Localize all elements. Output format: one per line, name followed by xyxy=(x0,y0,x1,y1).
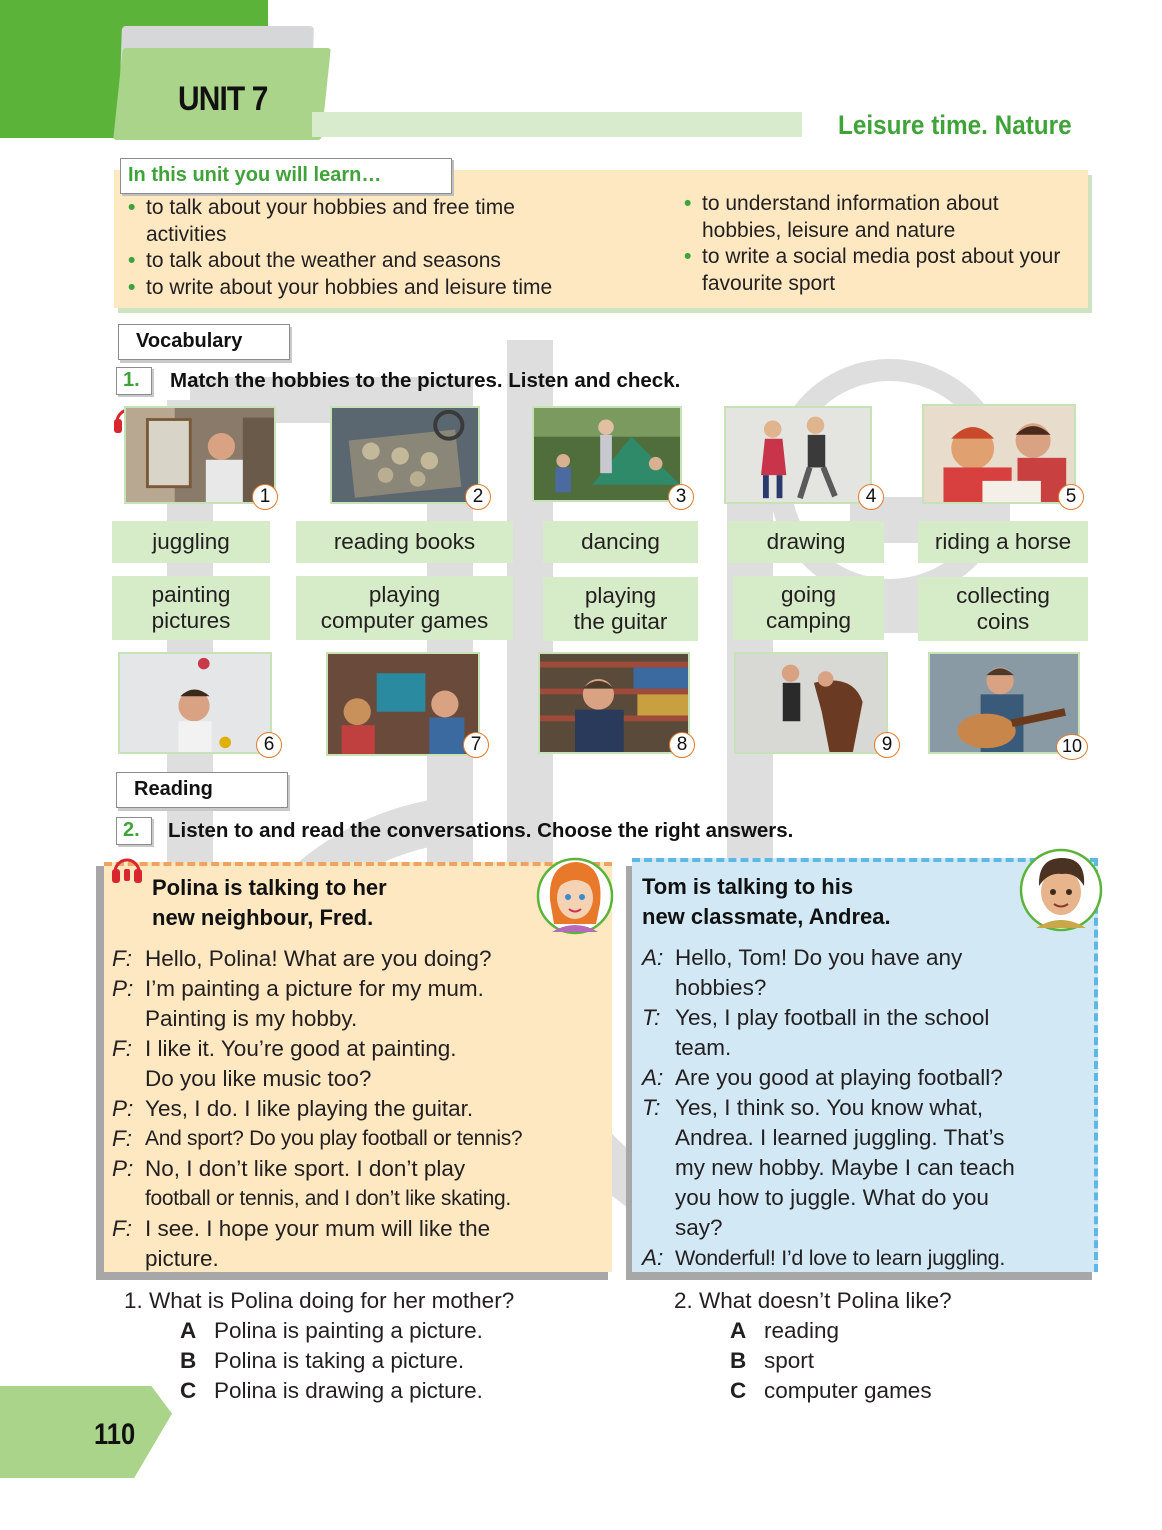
dialog-line: P: I’m painting a picture for my mum. xyxy=(112,976,484,1001)
unit-title: UNIT 7 xyxy=(178,80,268,118)
picture-number-badge: 8 xyxy=(669,732,695,758)
dialog-line: my new hobby. Maybe I can teach xyxy=(675,1155,1015,1180)
vocabulary-label: Vocabulary xyxy=(118,324,290,360)
conversation-left-title: Polina is talking to her new neighbour, Fred. xyxy=(152,875,387,930)
boy-avatar-icon xyxy=(1018,846,1104,934)
answer-option[interactable]: A reading xyxy=(730,1318,840,1343)
dialog-line: say? xyxy=(675,1215,723,1240)
word-tile[interactable]: riding a horse xyxy=(918,521,1088,563)
answer-option[interactable]: B Polina is taking a picture. xyxy=(180,1348,465,1373)
learn-item: • to talk about the weather and seasons xyxy=(126,248,666,275)
page-number: 110 xyxy=(94,1418,136,1451)
dialog-line: A: Wonderful! I’d love to learn juggling. xyxy=(642,1245,1006,1270)
picture-number-badge: 6 xyxy=(256,732,282,758)
word-tile[interactable]: juggling xyxy=(112,521,270,563)
answer-option[interactable]: C Polina is drawing a picture. xyxy=(180,1378,483,1403)
dialog-line: T: Yes, I think so. You know what, xyxy=(642,1095,984,1120)
picture-4-dancing xyxy=(724,406,872,504)
learn-item: • to understand information about hobbies, leisure and nature xyxy=(682,191,1082,244)
picture-number-badge: 7 xyxy=(463,732,489,758)
dialog-line: F: I like it. You’re good at painting. xyxy=(112,1036,457,1061)
question-1 xyxy=(124,1286,644,1406)
picture-9-riding-horse xyxy=(734,652,888,754)
question-2 xyxy=(674,1286,1094,1406)
word-tile[interactable]: going camping xyxy=(733,576,884,640)
dialog-line: A: Hello, Tom! Do you have any xyxy=(642,945,963,970)
picture-number-badge: 4 xyxy=(858,484,884,510)
picture-6-juggling xyxy=(118,652,272,754)
dialog-line: F: Hello, Polina! What are you doing? xyxy=(112,946,492,971)
picture-8-reading-books xyxy=(538,652,690,754)
picture-number-badge: 2 xyxy=(465,484,491,510)
word-tile[interactable]: playing the guitar xyxy=(543,577,698,641)
learn-list-left xyxy=(126,195,666,301)
picture-number-badge: 9 xyxy=(874,732,900,758)
learn-heading-box xyxy=(120,158,452,194)
exercise-2-instruction: Listen to and read the conversations. Choose the right answers. xyxy=(168,819,794,842)
dialog-line: P: Yes, I do. I like playing the guitar. xyxy=(112,1096,474,1121)
conversation-right-dialog xyxy=(642,943,1094,1273)
dialog-line: football or tennis, and I don’t like skating. xyxy=(145,1187,511,1210)
picture-7-computer-games xyxy=(326,652,480,756)
headphones-icon[interactable] xyxy=(110,852,144,886)
question-text: 2. What doesn’t Polina like? xyxy=(674,1288,952,1313)
learn-item: • to talk about your hobbies and free time activities xyxy=(126,195,546,248)
word-tile[interactable]: painting pictures xyxy=(112,576,270,640)
dialog-line: F: And sport? Do you play football or tennis? xyxy=(112,1126,523,1151)
picture-10-guitar xyxy=(928,652,1080,754)
girl-avatar-icon xyxy=(536,854,614,938)
page-number-tab xyxy=(0,1386,172,1478)
exercise-1-instruction: Match the hobbies to the pictures. Listen and check. xyxy=(170,369,681,392)
word-tile[interactable]: playing computer games xyxy=(296,576,513,640)
dialog-line: Painting is my hobby. xyxy=(145,1006,358,1031)
answer-option[interactable]: B sport xyxy=(730,1348,815,1373)
dialog-line: P: No, I don’t like sport. I don’t play xyxy=(112,1156,466,1181)
word-tile[interactable]: reading books xyxy=(296,521,513,563)
header-title-bar xyxy=(312,112,802,137)
dialog-line: you how to juggle. What do you xyxy=(675,1185,989,1210)
picture-2-coins xyxy=(330,406,480,504)
unit-subtitle: Leisure time. Nature xyxy=(838,110,1072,140)
dialog-line: team. xyxy=(675,1035,732,1060)
exercise-number-1: 1. xyxy=(116,367,152,395)
picture-number-badge: 1 xyxy=(252,484,278,510)
learn-item: • to write a social media post about your favourite sport xyxy=(682,244,1082,297)
dialog-line: T: Yes, I play football in the school xyxy=(642,1005,990,1030)
picture-number-badge: 10 xyxy=(1056,734,1088,760)
answer-option[interactable]: C computer games xyxy=(730,1378,932,1403)
learn-heading: In this unit you will learn… xyxy=(128,164,382,186)
word-tile[interactable]: collecting coins xyxy=(918,577,1088,641)
word-tile[interactable]: drawing xyxy=(728,521,884,563)
dialog-line: hobbies? xyxy=(675,975,767,1000)
picture-5-drawing xyxy=(922,404,1076,504)
picture-3-camping xyxy=(532,406,682,502)
learn-item: • to write about your hobbies and leisure time xyxy=(126,275,666,302)
picture-number-badge: 3 xyxy=(668,484,694,510)
reading-label: Reading xyxy=(116,772,288,808)
conversation-left-dialog xyxy=(112,944,612,1274)
dialog-line: picture. xyxy=(145,1246,219,1271)
learn-list-right xyxy=(682,191,1082,297)
conversation-right-title: Tom is talking to his new classmate, Andrea. xyxy=(642,874,891,929)
dialog-line: F: I see. I hope your mum will like the xyxy=(112,1216,491,1241)
word-tile[interactable]: dancing xyxy=(543,521,698,563)
dialog-line: Andrea. I learned juggling. That’s xyxy=(675,1125,1005,1150)
dialog-line: Do you like music too? xyxy=(145,1066,372,1091)
question-text: 1. What is Polina doing for her mother? xyxy=(124,1288,515,1313)
answer-option[interactable]: A Polina is painting a picture. xyxy=(180,1318,483,1343)
picture-number-badge: 5 xyxy=(1058,484,1084,510)
dialog-line: A: Are you good at playing football? xyxy=(642,1065,1003,1090)
exercise-number-2: 2. xyxy=(116,817,152,845)
